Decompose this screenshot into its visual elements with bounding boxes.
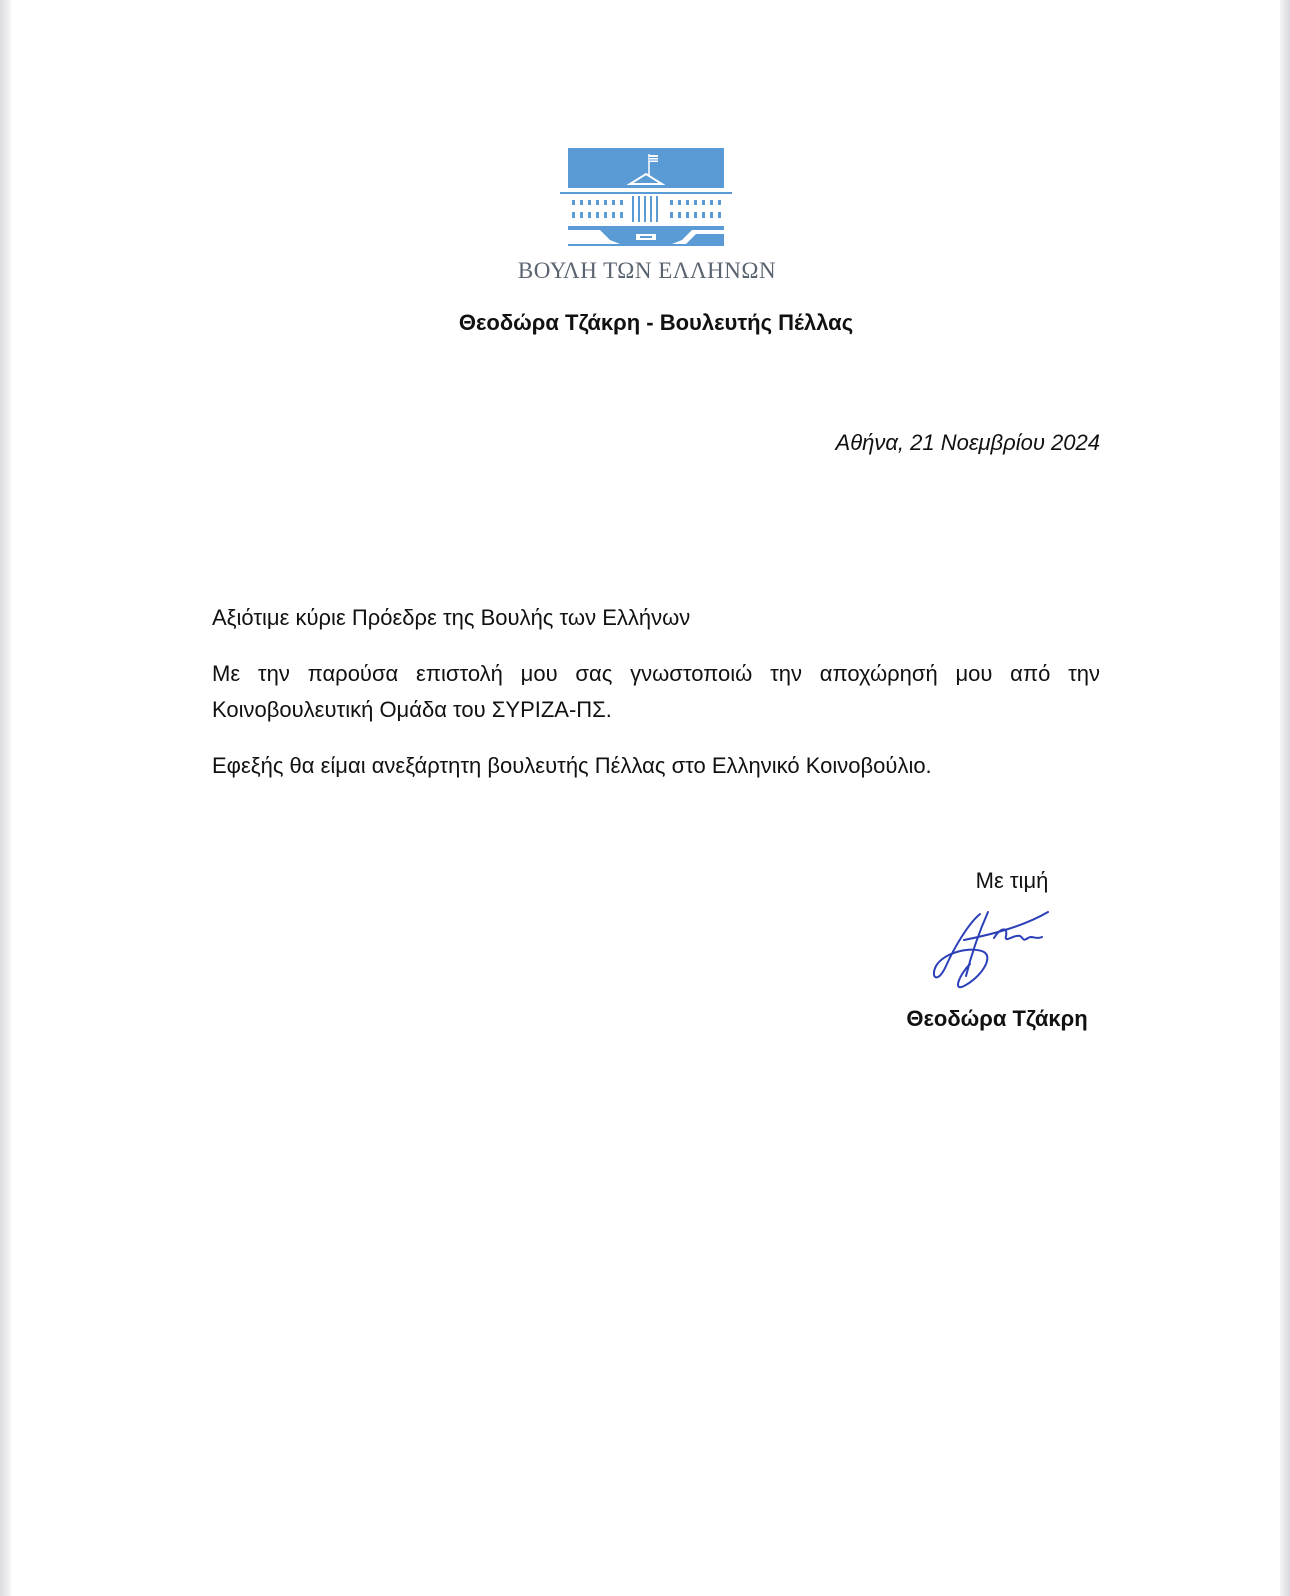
valediction: Με τιμή — [975, 868, 1049, 893]
author-header: Θεοδώρα Τζάκρη - Βουλευτής Πέλλας — [458, 310, 854, 335]
handwritten-signature — [924, 904, 1074, 996]
hellenic-parliament-logo — [560, 148, 732, 252]
letter-date: Αθήνα, 21 Νοεμβρίου 2024 — [835, 430, 1100, 455]
signer-name: Θεοδώρα Τζάκρη — [906, 1006, 1088, 1031]
body-paragraph: Με την παρούσα επιστολή μου σας γνωστοποιώ την αποχώρησή μου από την Κοινοβουλευτική Ομάδα του ΣΥΡΙΖΑ-ΠΣ. — [212, 661, 1100, 722]
letter-body — [212, 600, 1100, 804]
body-paragraph: Εφεξής θα είμαι ανεξάρτητη βουλευτής Πέλλας στο Ελληνικό Κοινοβούλιο. — [212, 753, 932, 778]
salutation: Αξιότιμε κύριε Πρόεδρε της Βουλής των Ελλήνων — [212, 605, 691, 630]
institution-name: ΒΟΥΛΗ ΤΩΝ ΕΛΛΗΝΩΝ — [517, 258, 777, 283]
letter-page — [12, 0, 1280, 1596]
